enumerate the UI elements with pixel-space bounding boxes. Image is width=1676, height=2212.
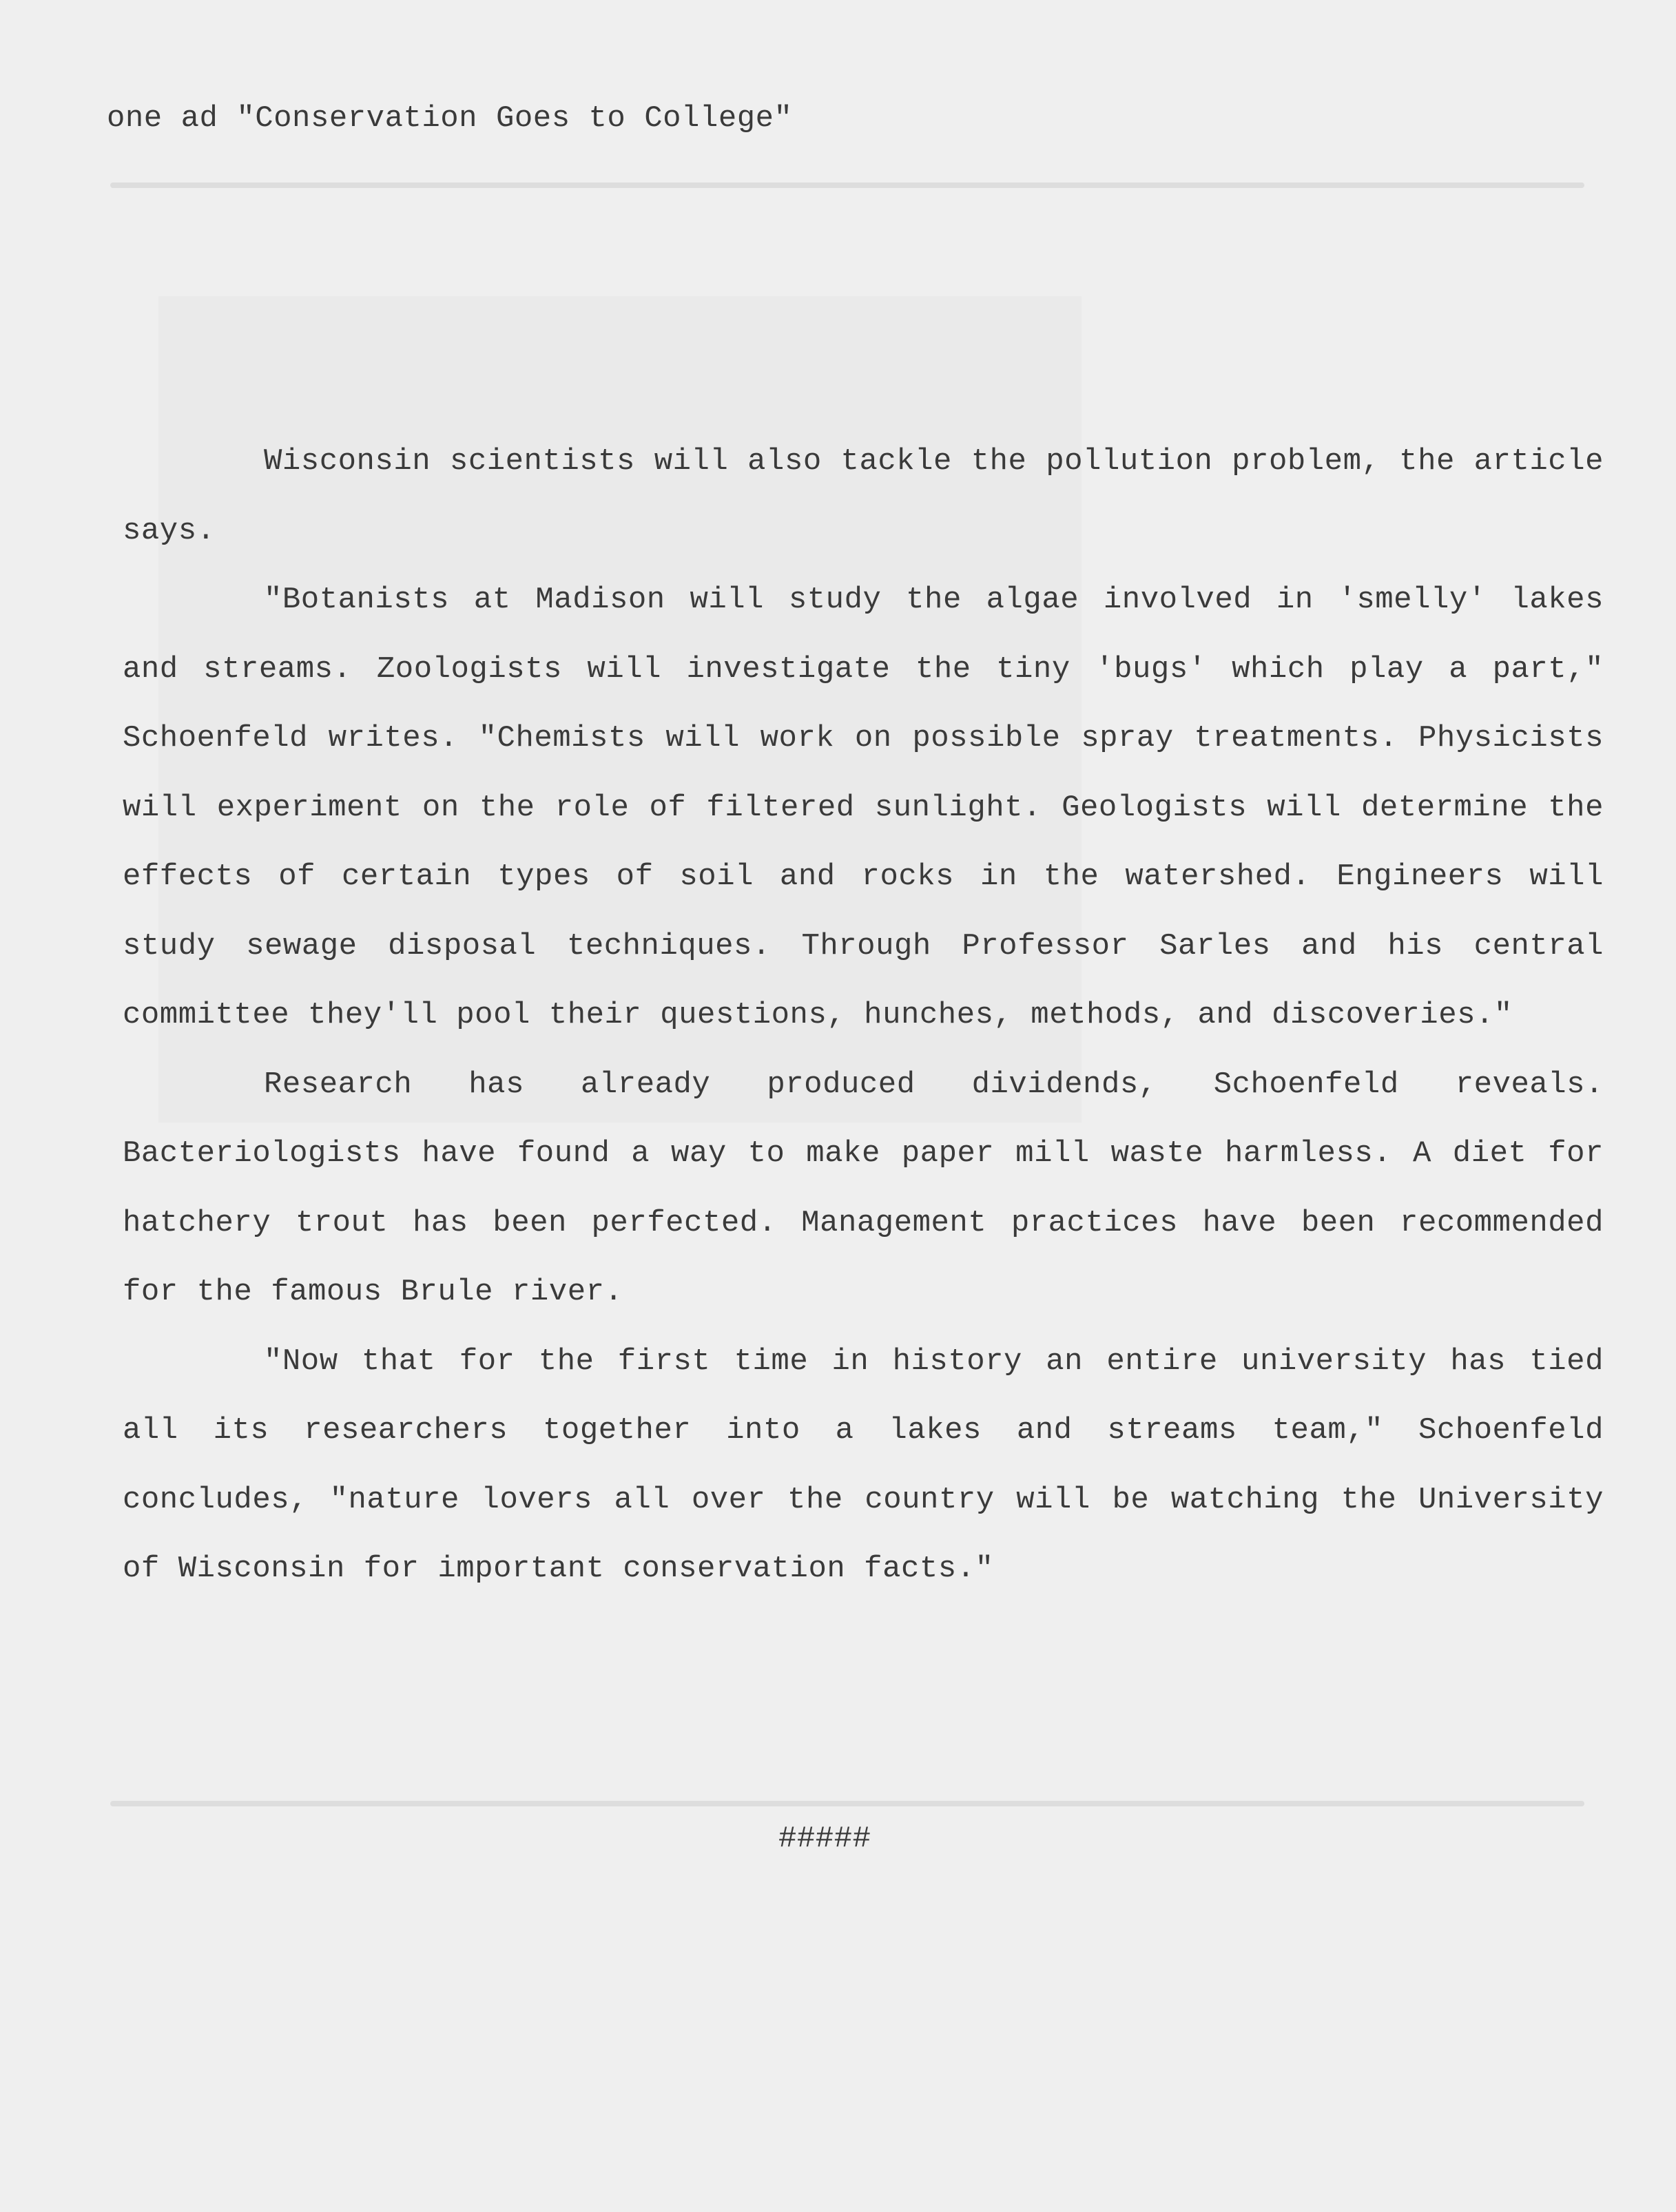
page-heading: one ad "Conservation Goes to College" [107,101,793,136]
paragraph-2: "Botanists at Madison will study the algae involved in 'smelly' lakes and streams. Zoologists will investigate the tiny 'bugs' which play a part," Schoenfeld writes. "Chemists will work on possible spray treatments. Physicists will experiment on the role of filtered sunlight. Geologists will determine the effects of certain types of soil and rocks in the watershed. Engineers will study sewage disposal techniques. Through Professor Sarles and his central committee they'll pool their questions, hunches, methods, and discoveries." [123,583,1604,1032]
paragraph-3: Research has already produced dividends, Schoenfeld reveals. Bacteriologists have found a way to make paper mill waste harmless. A diet for hatchery trout has been perfected. Management practices have been recommended for the famous Brule river. [123,1067,1604,1309]
paragraph-1: Wisconsin scientists will also tackle the pollution problem, the article says. [123,444,1604,548]
paper-crease-bottom [110,1801,1584,1806]
paragraph-4: "Now that for the first time in history an entire university has tied all its researchers together into a lakes and streams team," Schoenfeld concludes, "nature lovers all over the country will be watching the University of Wisconsin for important conservation facts." [123,1344,1604,1586]
paper-crease-top [110,182,1584,188]
document-body [123,427,1604,1604]
end-mark: ##### [778,1822,871,1856]
